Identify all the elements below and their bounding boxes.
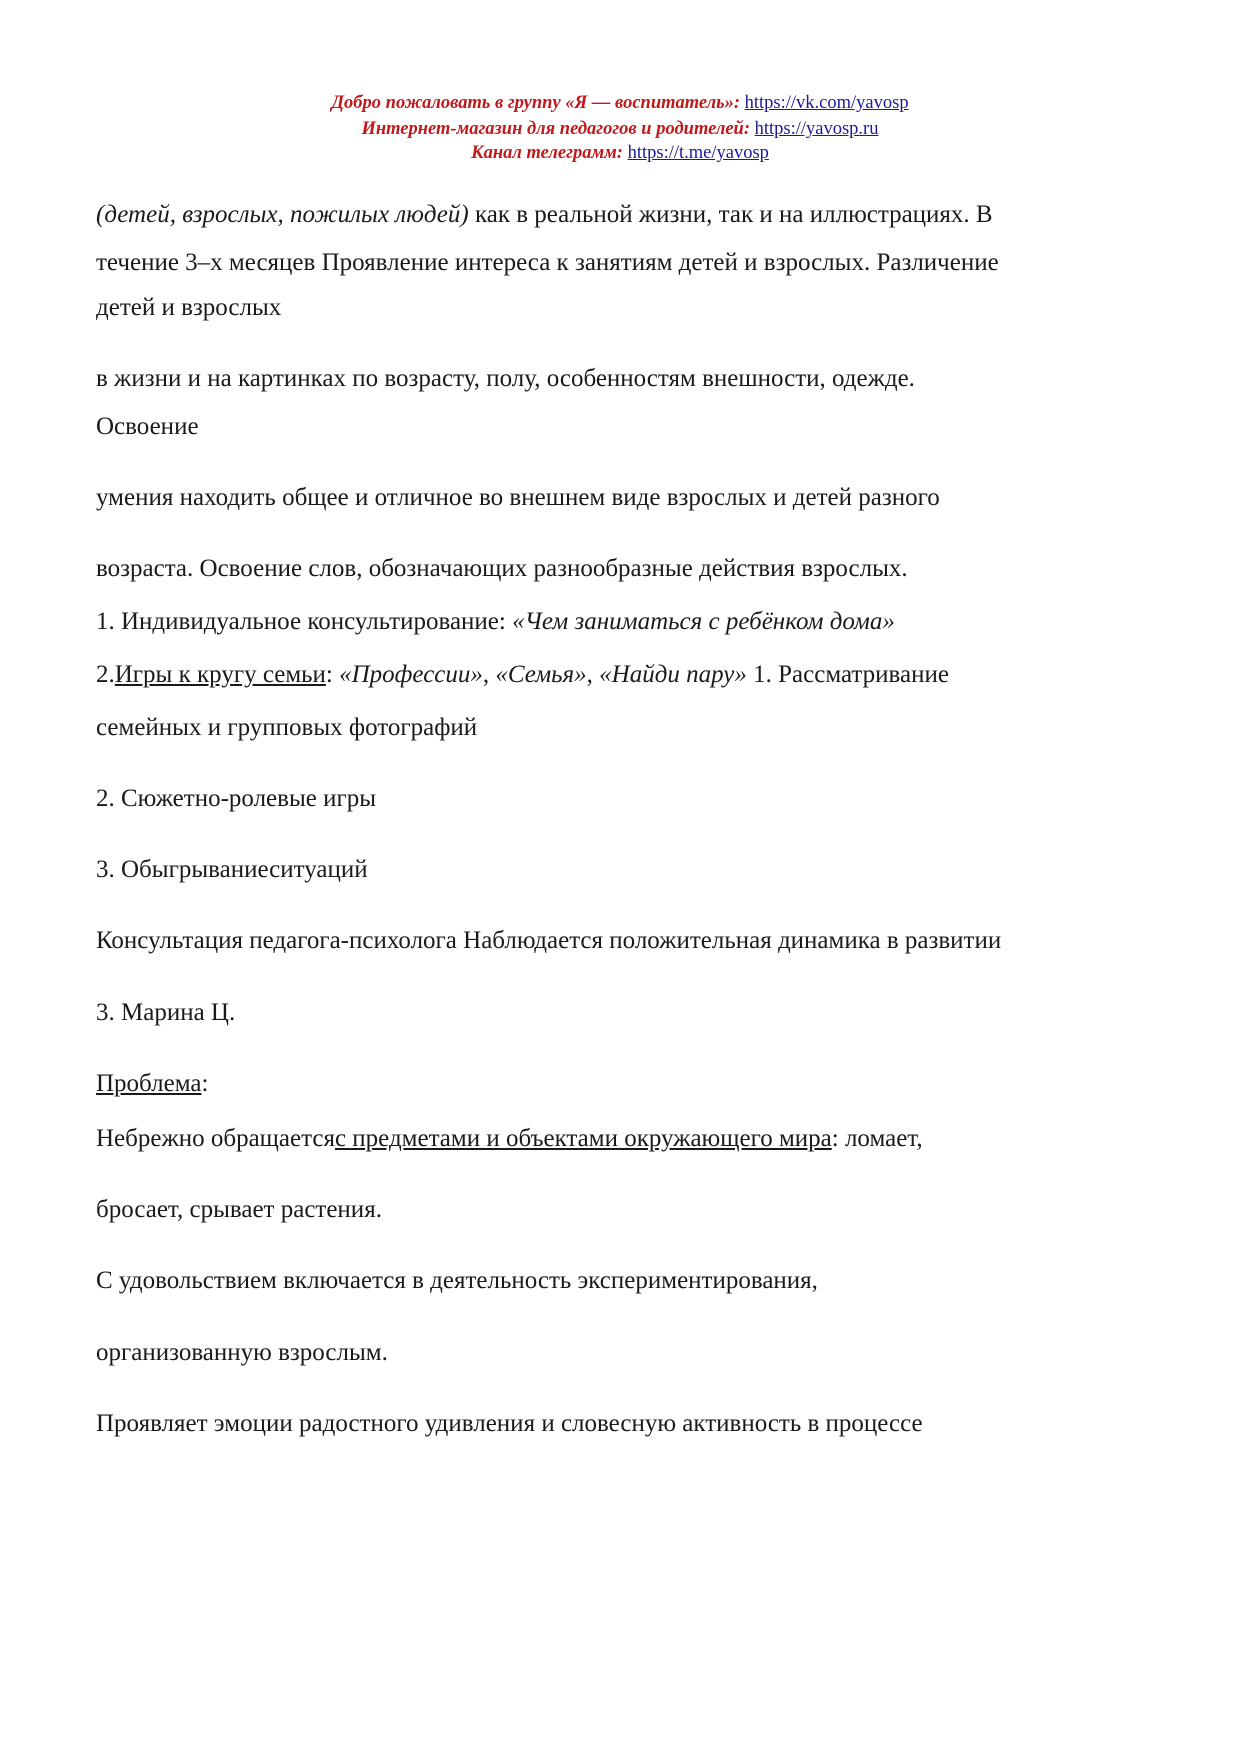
paragraph-line: Освоение (96, 413, 199, 440)
text-run: : (201, 1070, 209, 1097)
paragraph-line (96, 1069, 208, 1099)
game-title: «Найди пару» (599, 661, 747, 688)
paragraph-line: течение 3–х месяцев Проявление интереса к занятиям детей и взрослых. Различение (96, 249, 999, 276)
text-run: : ломает, (831, 1125, 923, 1152)
header-line-3 (0, 141, 1240, 166)
underlined-phrase: с предметами и объектами окружающего мира (334, 1125, 832, 1152)
underlined-phrase: Игры к кругу семьи (114, 661, 326, 688)
paragraph-line (96, 200, 993, 230)
paragraph-line: Проявляет эмоции радостного удивления и словесную активность в процессе (96, 1410, 923, 1437)
header-line-2 (0, 117, 1240, 142)
italic-phrase: «Чем заниматься с ребёнком дома» (512, 608, 895, 635)
header-line-1 (0, 91, 1240, 116)
telegram-label: Канал телеграмм: (471, 143, 623, 163)
paragraph-line: семейных и групповых фотографий (96, 714, 478, 741)
paragraph-line: детей и взрослых (96, 294, 282, 321)
paragraph-line (96, 660, 949, 690)
paragraph-line: С удовольствием включается в деятельность экспериментирования, (96, 1267, 818, 1294)
underlined-phrase: Проблема (96, 1070, 202, 1097)
paragraph-line: организованную взрослым. (96, 1339, 388, 1366)
paragraph-line: 3. Обыгрываниеситуаций (96, 856, 368, 883)
text-run: Небрежно обращается (96, 1125, 335, 1152)
paragraph-line: возраста. Освоение слов, обозначающих разнообразные действия взрослых. (96, 555, 908, 582)
italic-phrase: (детей, взрослых, пожилых людей) (96, 201, 469, 228)
text-run: , (482, 661, 496, 688)
paragraph-line: 2. Сюжетно-ролевые игры (96, 785, 377, 812)
text-run: 1. Индивидуальное консультирование: (96, 608, 513, 635)
text-run: как в реальной жизни, так и на иллюстрациях. В (468, 201, 993, 228)
telegram-link[interactable]: https://t.me/yavosp (627, 143, 769, 163)
game-title: «Семья» (495, 661, 587, 688)
paragraph-line: 3. Марина Ц. (96, 999, 236, 1026)
shop-label: Интернет-магазин для педагогов и родителей: (361, 119, 750, 139)
game-title: «Профессии» (339, 661, 483, 688)
paragraph-line: в жизни и на картинках по возрасту, полу, особенностям внешности, одежде. (96, 365, 915, 392)
text-run: , (586, 661, 600, 688)
paragraph-line (96, 607, 895, 637)
shop-link[interactable]: https://yavosp.ru (754, 119, 879, 139)
paragraph-line: Консультация педагога-психолога Наблюдается положительная динамика в развитии (96, 927, 1002, 954)
vk-group-link[interactable]: https://vk.com/yavosp (744, 93, 909, 113)
paragraph-line (96, 1124, 923, 1154)
text-run: : (325, 661, 340, 688)
text-run: 2. (96, 661, 115, 688)
paragraph-line: бросает, срывает растения. (96, 1196, 382, 1223)
paragraph-line: умения находить общее и отличное во внешнем виде взрослых и детей разного (96, 484, 940, 511)
group-welcome-label: Добро пожаловать в группу «Я — воспитатель»: (331, 93, 741, 113)
text-run: 1. Рассматривание (746, 661, 949, 688)
